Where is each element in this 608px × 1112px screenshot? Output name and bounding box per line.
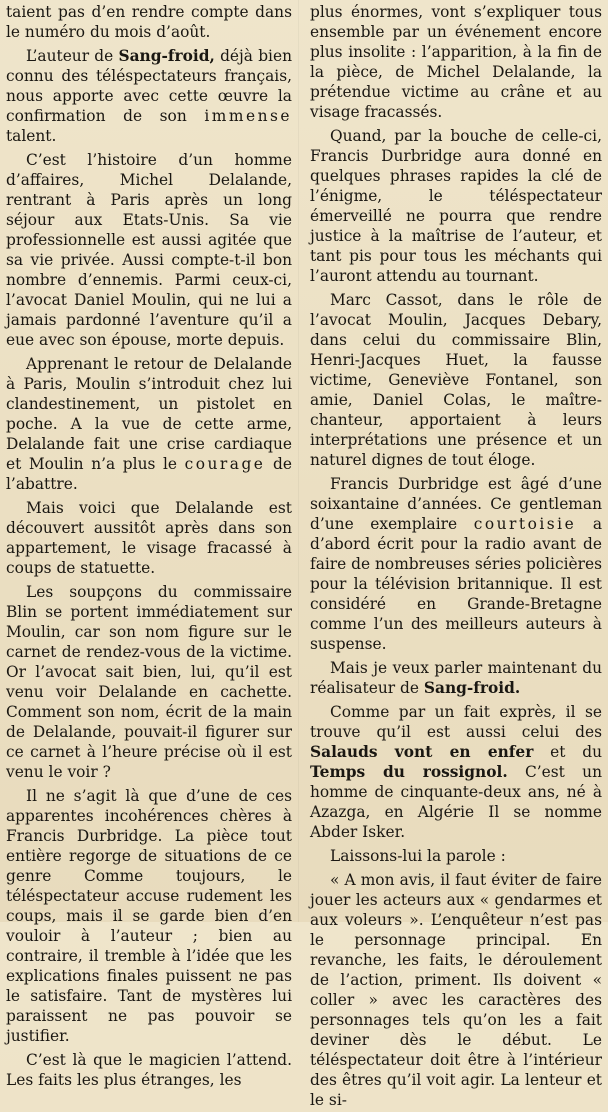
paragraph: [310, 474, 602, 654]
text-run: C’est un homme de cinquante-deux ans, né à Azazga, en Algérie Il se nomme Abder Isker.: [310, 763, 603, 841]
paragraph: plus énormes, vont s’expliquer tous ensemble par un événement encore plus insolite : l’apparition, à la fin de la pièce, de Michel Delalande, la prétendue victime au crâne et au visage fracassés.: [310, 3, 602, 121]
text-run: talent.: [6, 127, 57, 145]
bold-title: Sang-froid.: [423, 679, 521, 697]
paragraph: C’est là que le magicien l’attend. Les faits les plus étranges, les: [6, 1051, 292, 1089]
paragraph: C’est l’histoire d’un homme d’affaires, Michel Delalande, rentrant à Paris après un long séjour aux Etats-Unis. Sa vie professionnelle est aussi agitée que sa vie privée. Aussi compte-t-il bon nombre d’ennemis. Parmi ceux-ci, l’avocat Daniel Moulin, qui ne lui a jamais pardonné l’aventure qu’il a eue avec son épouse, morte depuis.: [6, 151, 292, 349]
right-column: [310, 2, 602, 1112]
text-run: Mais je veux parler maintenant du réalisateur de: [310, 659, 602, 697]
paragraph: Quand, par la bouche de celle-ci, Francis Durbridge aura donné en quelques phrases rapides la clé de l’énigme, le téléspectateur émerveillé ne pourra que rendre justice à la maîtrise de l’auteur, et tant pis pour tous les méchants qui l’auront attendu au tournant.: [310, 127, 602, 285]
column-gutter: [298, 0, 299, 922]
paragraph: [6, 354, 292, 494]
text-run: de l’abattre.: [6, 455, 292, 493]
paragraph: Les soupçons du commissaire Blin se portent immédiatement sur Moulin, car son nom figure sur le carnet de rendez-vous de la victime. Or l’avocat sait bien, lui, qu’il est venu voir Delalande en cachette. Comment son nom, écrit de la main de Delalande, pouvait-il figurer sur ce carnet à l’heure précise où il est venu le voir ?: [6, 583, 292, 781]
text-run: a d’abord écrit pour la radio avant de faire de nombreuses séries policières pour la télévision britannique. Il est considéré en Grande-Bretagne comme l’un des meilleurs auteurs à suspense.: [310, 515, 602, 653]
text-run: Francis Durbridge est âgé d’une soixantaine d’années. Ce gentleman d’une exemplaire: [310, 475, 602, 533]
spaced-emphasis: courtoisie: [473, 515, 577, 533]
text-run: et du: [533, 743, 602, 761]
bold-title: Temps du rossignol.: [310, 763, 508, 781]
paragraph: [6, 46, 292, 146]
paragraph: [310, 702, 602, 842]
paragraph: « A mon avis, il faut éviter de faire jouer les acteurs aux « gendarmes et aux voleurs ». L’enquêteur n’est pas le personnage principal. En revanche, les faits, le déroulement de l’action, priment. Ils doivent « coller » avec les caractères des personnages tels qu’on les a fait deviner dès le début. Le téléspectateur doit être à l’intérieur des êtres qu’il voit agir. La lenteur et le si-: [310, 871, 602, 1109]
paragraph: [310, 658, 602, 698]
text-run: Apprenant le retour de Delalande à Paris, Moulin s’introduit chez lui clandestinement, un pistolet en poche. A la vue de cette arme, Delalande fait une crise cardiaque et Moulin n’a plus le: [6, 355, 292, 473]
paragraph: Marc Cassot, dans le rôle de l’avocat Moulin, Jacques Debary, dans celui du commissaire Blin, Henri-Jacques Huet, la fausse victime, Geneviève Fontanel, son amie, Daniel Colas, le maître-chanteur, apportaient à leurs interprétations une présence et un naturel dignes de tout éloge.: [310, 291, 602, 469]
paragraph: taient pas d’en rendre compte dans le numéro du mois d’août.: [6, 3, 292, 41]
text-run: L’auteur de: [26, 47, 119, 65]
text-run: Comme par un fait exprès, il se trouve qu’il est aussi celui des: [310, 703, 602, 741]
left-column: [6, 2, 292, 1092]
bold-title: Sang-froid,: [118, 47, 215, 65]
spaced-emphasis: immense: [204, 107, 292, 125]
spaced-emphasis: courage: [184, 455, 266, 473]
paragraph: Mais voici que Delalande est découvert aussitôt après dans son appartement, le visage fracassé à coups de statuette.: [6, 499, 292, 577]
paragraph: Il ne s’agit là que d’une de ces apparentes incohérences chères à Francis Durbridge. La pièce tout entière regorge de situations de ce genre Comme toujours, le téléspectateur accuse rudement les coups, mais il se garde bien d’en vouloir à l’auteur ; bien au contraire, il tremble à l’idée que les explications finales puissent ne pas le satisfaire. Tant de mystères lui paraissent ne pas pouvoir se justifier.: [6, 787, 292, 1045]
bold-title: Salauds vont en enfer: [310, 743, 534, 761]
paragraph: Laissons-lui la parole :: [330, 847, 506, 865]
text-run: déjà bien connu des téléspectateurs français, nous apporte avec cette œuvre la confirmation de son: [6, 47, 292, 125]
